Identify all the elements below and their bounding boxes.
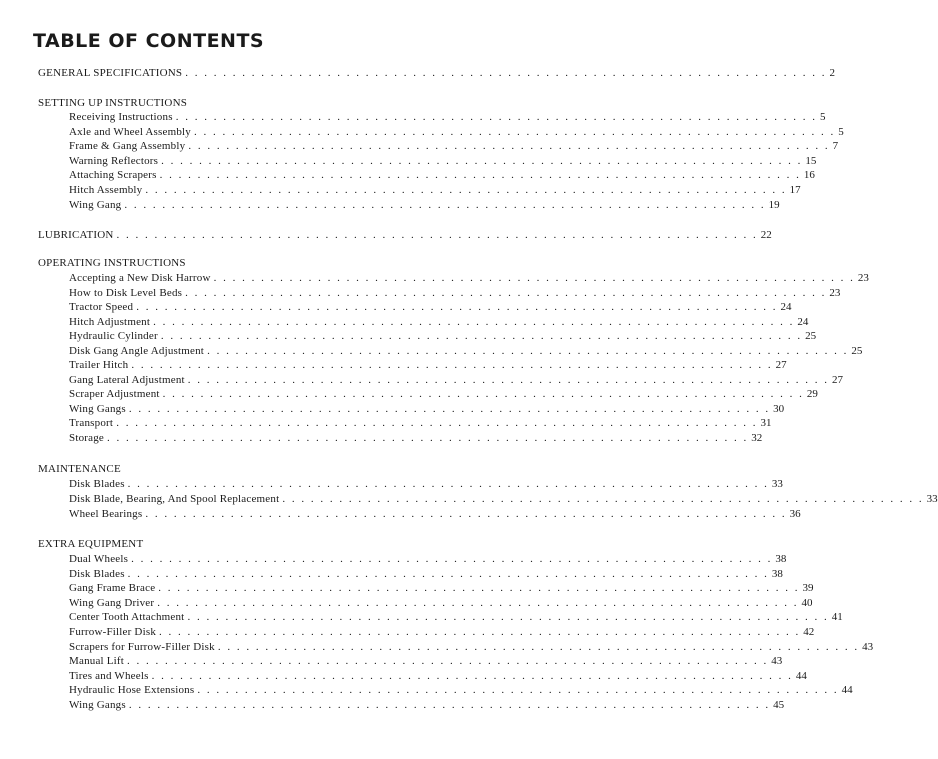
page-number: 16 — [803, 169, 815, 182]
entry-label: Hydraulic Hose Extensions — [69, 684, 195, 697]
dot-leader: . . . . . . . . . . . . . . . . . . . . . . . . . . . . . . . . . . . . . . . . . . . . . . . . . . . . . . . . . . . . . . . . . . . . — [145, 508, 787, 520]
page-number: 2 — [829, 67, 836, 79]
toc-entry[interactable] — [69, 125, 844, 139]
dot-leader: . . . . . . . . . . . . . . . . . . . . . . . . . . . . . . . . . . . . . . . . . . . . . . . . . . . . . . . . . . . . . . . . . . . . — [213, 272, 855, 284]
toc-entry[interactable] — [69, 198, 780, 212]
entry-label: Storage — [69, 431, 105, 444]
dot-leader: . . . . . . . . . . . . . . . . . . . . . . . . . . . . . . . . . . . . . . . . . . . . . . . . . . . . . . . . . . . . . . . . . . . . — [159, 169, 801, 182]
toc-entry[interactable] — [69, 654, 783, 668]
toc-entry[interactable] — [69, 300, 792, 314]
dot-leader: . . . . . . . . . . . . . . . . . . . . . . . . . . . . . . . . . . . . . . . . . . . . . . . . . . . . . . . . . . . . . . . . . . . . — [128, 402, 771, 415]
dot-leader: . . . . . . . . . . . . . . . . . . . . . . . . . . . . . . . . . . . . . . . . . . . . . . . . . . . . . . . . . . . . . . . . . . . . — [127, 567, 769, 580]
page-number: 25 — [851, 344, 863, 357]
section-heading-setting-up: SETTING UP INSTRUCTIONS — [38, 97, 188, 109]
page-number: 31 — [760, 417, 772, 429]
dot-leader: . . . . . . . . . . . . . . . . . . . . . . . . . . . . . . . . . . . . . . . . . . . . . . . . . . . . . . . . . . . . . . . . . . . . — [188, 140, 830, 153]
page-number: 39 — [802, 582, 814, 595]
entry-label: Scrapers for Furrow-Filler Disk — [69, 640, 215, 653]
entry-label: Disk Gang Angle Adjustment — [69, 344, 205, 357]
page-number: 7 — [832, 140, 839, 153]
section-heading-maintenance: MAINTENANCE — [38, 463, 121, 475]
dot-leader: . . . . . . . . . . . . . . . . . . . . . . . . . . . . . . . . . . . . . . . . . . . . . . . . . . . . . . . . . . . . . . . . . . . . — [187, 611, 829, 624]
toc-entry[interactable] — [69, 640, 874, 654]
page-title: TABLE OF CONTENTS — [33, 30, 265, 52]
page-number: 24 — [797, 315, 809, 328]
entry-label: Wing Gang — [69, 198, 122, 211]
toc-entry[interactable] — [69, 329, 817, 343]
section-heading-operating: OPERATING INSTRUCTIONS — [38, 257, 186, 269]
entry-label: Scraper Adjustment — [69, 388, 160, 400]
entry-label: Manual Lift — [69, 655, 125, 668]
toc-entry[interactable] — [69, 431, 763, 445]
page-number: 42 — [803, 626, 815, 638]
page-number: 33 — [926, 493, 938, 505]
toc-entry[interactable] — [69, 610, 843, 624]
entry-label: Trailer Hitch — [69, 359, 129, 371]
toc-entry[interactable] — [69, 183, 801, 197]
page-number: 45 — [773, 699, 785, 711]
entry-label: Disk Blade, Bearing, And Spool Replacement — [69, 493, 280, 505]
page-number: 17 — [789, 184, 801, 196]
toc-entry[interactable] — [69, 110, 826, 124]
toc-entry[interactable] — [69, 669, 807, 683]
page-number: 40 — [801, 596, 813, 609]
dot-leader: . . . . . . . . . . . . . . . . . . . . . . . . . . . . . . . . . . . . . . . . . . . . . . . . . . . . . . . . . . . . . . . . . . . . — [151, 669, 793, 682]
dot-leader: . . . . . . . . . . . . . . . . . . . . . . . . . . . . . . . . . . . . . . . . . . . . . . . . . . . . . . . . . . . . . . . . . . . . — [162, 388, 804, 400]
dot-leader: . . . . . . . . . . . . . . . . . . . . . . . . . . . . . . . . . . . . . . . . . . . . . . . . . . . . . . . . . . . . . . . . . . . . — [194, 125, 836, 138]
toc-entry[interactable] — [69, 387, 818, 401]
entry-label: GENERAL SPECIFICATIONS — [38, 67, 183, 79]
entry-label: Transport — [69, 417, 114, 429]
toc-entry[interactable] — [69, 698, 785, 712]
dot-leader: . . . . . . . . . . . . . . . . . . . . . . . . . . . . . . . . . . . . . . . . . . . . . . . . . . . . . . . . . . . . . . . . . . . . — [153, 315, 795, 328]
page-number: 15 — [805, 154, 817, 167]
entry-label: Frame & Gang Assembly — [69, 140, 186, 153]
dot-leader: . . . . . . . . . . . . . . . . . . . . . . . . . . . . . . . . . . . . . . . . . . . . . . . . . . . . . . . . . . . . . . . . . . . . — [157, 596, 799, 609]
entry-label: Warning Reflectors — [69, 154, 159, 167]
page-number: 24 — [780, 301, 792, 313]
dot-leader: . . . . . . . . . . . . . . . . . . . . . . . . . . . . . . . . . . . . . . . . . . . . . . . . . . . . . . . . . . . . . . . . . . . . — [116, 417, 758, 429]
entry-label: Hitch Adjustment — [69, 315, 151, 328]
page-number: 30 — [773, 402, 785, 415]
page-number: 43 — [862, 640, 874, 653]
page-number: 43 — [771, 655, 783, 668]
entry-label: Center Tooth Attachment — [69, 611, 185, 624]
toc-entry[interactable] — [69, 315, 809, 329]
toc-entry[interactable] — [69, 139, 839, 153]
entry-label: Wing Gang Driver — [69, 596, 155, 609]
entry-label: Hydraulic Cylinder — [69, 330, 158, 342]
toc-entry-general-specifications[interactable] — [38, 66, 836, 80]
page-number: 38 — [771, 567, 783, 580]
dot-leader: . . . . . . . . . . . . . . . . . . . . . . . . . . . . . . . . . . . . . . . . . . . . . . . . . . . . . . . . . . . . . . . . . . . . — [136, 301, 778, 313]
entry-label: Disk Blades — [69, 567, 125, 580]
dot-leader: . . . . . . . . . . . . . . . . . . . . . . . . . . . . . . . . . . . . . . . . . . . . . . . . . . . . . . . . . . . . . . . . . . . . — [185, 286, 827, 299]
dot-leader: . . . . . . . . . . . . . . . . . . . . . . . . . . . . . . . . . . . . . . . . . . . . . . . . . . . . . . . . . . . . . . . . . . . . — [128, 699, 771, 711]
toc-entry[interactable] — [69, 683, 853, 697]
toc-entry[interactable] — [69, 625, 815, 639]
toc-entry[interactable] — [69, 286, 841, 300]
page-number: 5 — [838, 125, 844, 138]
dot-leader: . . . . . . . . . . . . . . . . . . . . . . . . . . . . . . . . . . . . . . . . . . . . . . . . . . . . . . . . . . . . . . . . . . . . — [160, 330, 803, 342]
toc-entry[interactable] — [69, 168, 815, 182]
page-number: 23 — [857, 272, 869, 284]
entry-label: Wheel Bearings — [69, 508, 143, 520]
dot-leader: . . . . . . . . . . . . . . . . . . . . . . . . . . . . . . . . . . . . . . . . . . . . . . . . . . . . . . . . . . . . . . . . . . . . — [124, 198, 766, 211]
page-number: 32 — [751, 431, 763, 444]
entry-label: Furrow-Filler Disk — [69, 626, 157, 638]
dot-leader: . . . . . . . . . . . . . . . . . . . . . . . . . . . . . . . . . . . . . . . . . . . . . . . . . . . . . . . . . . . . . . . . . . . . — [161, 154, 803, 167]
dot-leader: . . . . . . . . . . . . . . . . . . . . . . . . . . . . . . . . . . . . . . . . . . . . . . . . . . . . . . . . . . . . . . . . . . . . — [185, 67, 827, 79]
dot-leader: . . . . . . . . . . . . . . . . . . . . . . . . . . . . . . . . . . . . . . . . . . . . . . . . . . . . . . . . . . . . . . . . . . . . — [187, 373, 830, 386]
toc-entry-lubrication[interactable] — [38, 228, 772, 242]
dot-leader: . . . . . . . . . . . . . . . . . . . . . . . . . . . . . . . . . . . . . . . . . . . . . . . . . . . . . . . . . . . . . . . . . . . . — [158, 582, 800, 595]
entry-label: Axle and Wheel Assembly — [69, 125, 192, 138]
page-number: 25 — [805, 330, 817, 342]
toc-entry[interactable] — [69, 344, 863, 358]
dot-leader: . . . . . . . . . . . . . . . . . . . . . . . . . . . . . . . . . . . . . . . . . . . . . . . . . . . . . . . . . . . . . . . . . . . . — [159, 626, 801, 638]
dot-leader: . . . . . . . . . . . . . . . . . . . . . . . . . . . . . . . . . . . . . . . . . . . . . . . . . . . . . . . . . . . . . . . . . . . . — [107, 431, 749, 444]
toc-entry[interactable] — [69, 552, 787, 566]
page-number: 36 — [789, 508, 801, 520]
dot-leader: . . . . . . . . . . . . . . . . . . . . . . . . . . . . . . . . . . . . . . . . . . . . . . . . . . . . . . . . . . . . . . . . . . . . — [116, 229, 758, 241]
entry-label: Tires and Wheels — [69, 669, 149, 682]
page-number: 44 — [841, 684, 853, 697]
entry-label: Wing Gangs — [69, 402, 126, 415]
page-number: 27 — [775, 359, 787, 371]
page-number: 33 — [771, 478, 783, 490]
dot-leader: . . . . . . . . . . . . . . . . . . . . . . . . . . . . . . . . . . . . . . . . . . . . . . . . . . . . . . . . . . . . . . . . . . . . — [127, 478, 769, 490]
dot-leader: . . . . . . . . . . . . . . . . . . . . . . . . . . . . . . . . . . . . . . . . . . . . . . . . . . . . . . . . . . . . . . . . . . . . — [282, 493, 924, 505]
entry-label: Accepting a New Disk Harrow — [69, 272, 211, 284]
page-number: 22 — [760, 229, 772, 241]
toc-entry[interactable] — [69, 596, 813, 610]
dot-leader: . . . . . . . . . . . . . . . . . . . . . . . . . . . . . . . . . . . . . . . . . . . . . . . . . . . . . . . . . . . . . . . . . . . . — [197, 684, 839, 697]
section-heading-extra-equipment: EXTRA EQUIPMENT — [38, 538, 144, 550]
entry-label: How to Disk Level Beds — [69, 286, 183, 299]
entry-label: Tractor Speed — [69, 301, 134, 313]
toc-entry[interactable] — [69, 492, 938, 506]
dot-leader: . . . . . . . . . . . . . . . . . . . . . . . . . . . . . . . . . . . . . . . . . . . . . . . . . . . . . . . . . . . . . . . . . . . . — [217, 640, 860, 653]
page-number: 27 — [832, 373, 844, 386]
entry-label: Attaching Scrapers — [69, 169, 157, 182]
toc-entry[interactable] — [69, 567, 783, 581]
page-number: 19 — [768, 198, 780, 211]
entry-label: Wing Gangs — [69, 699, 126, 711]
entry-label: LUBRICATION — [38, 229, 114, 241]
toc-entry[interactable] — [69, 581, 814, 595]
dot-leader: . . . . . . . . . . . . . . . . . . . . . . . . . . . . . . . . . . . . . . . . . . . . . . . . . . . . . . . . . . . . . . . . . . . . — [175, 111, 817, 123]
page-number: 38 — [775, 553, 787, 565]
dot-leader: . . . . . . . . . . . . . . . . . . . . . . . . . . . . . . . . . . . . . . . . . . . . . . . . . . . . . . . . . . . . . . . . . . . . — [127, 655, 769, 668]
entry-label: Receiving Instructions — [69, 111, 173, 123]
toc-entry[interactable] — [69, 477, 783, 491]
toc-entry[interactable] — [69, 402, 785, 416]
toc-entry[interactable] — [69, 373, 844, 387]
entry-label: Dual Wheels — [69, 553, 129, 565]
dot-leader: . . . . . . . . . . . . . . . . . . . . . . . . . . . . . . . . . . . . . . . . . . . . . . . . . . . . . . . . . . . . . . . . . . . . — [145, 184, 787, 196]
dot-leader: . . . . . . . . . . . . . . . . . . . . . . . . . . . . . . . . . . . . . . . . . . . . . . . . . . . . . . . . . . . . . . . . . . . . — [207, 344, 849, 357]
dot-leader: . . . . . . . . . . . . . . . . . . . . . . . . . . . . . . . . . . . . . . . . . . . . . . . . . . . . . . . . . . . . . . . . . . . . — [131, 359, 773, 371]
page-number: 29 — [806, 388, 818, 400]
toc-entry[interactable] — [69, 416, 772, 430]
page-number: 5 — [819, 111, 826, 123]
page-number: 41 — [831, 611, 843, 624]
entry-label: Disk Blades — [69, 478, 125, 490]
toc-entry[interactable] — [69, 507, 801, 521]
entry-label: Gang Lateral Adjustment — [69, 373, 185, 386]
dot-leader: . . . . . . . . . . . . . . . . . . . . . . . . . . . . . . . . . . . . . . . . . . . . . . . . . . . . . . . . . . . . . . . . . . . . — [131, 553, 773, 565]
page-number: 23 — [829, 286, 841, 299]
toc-entry[interactable] — [69, 271, 869, 285]
toc-entry[interactable] — [69, 154, 817, 168]
page-number: 44 — [795, 669, 807, 682]
entry-label: Hitch Assembly — [69, 184, 143, 196]
toc-entry[interactable] — [69, 358, 787, 372]
entry-label: Gang Frame Brace — [69, 582, 156, 595]
